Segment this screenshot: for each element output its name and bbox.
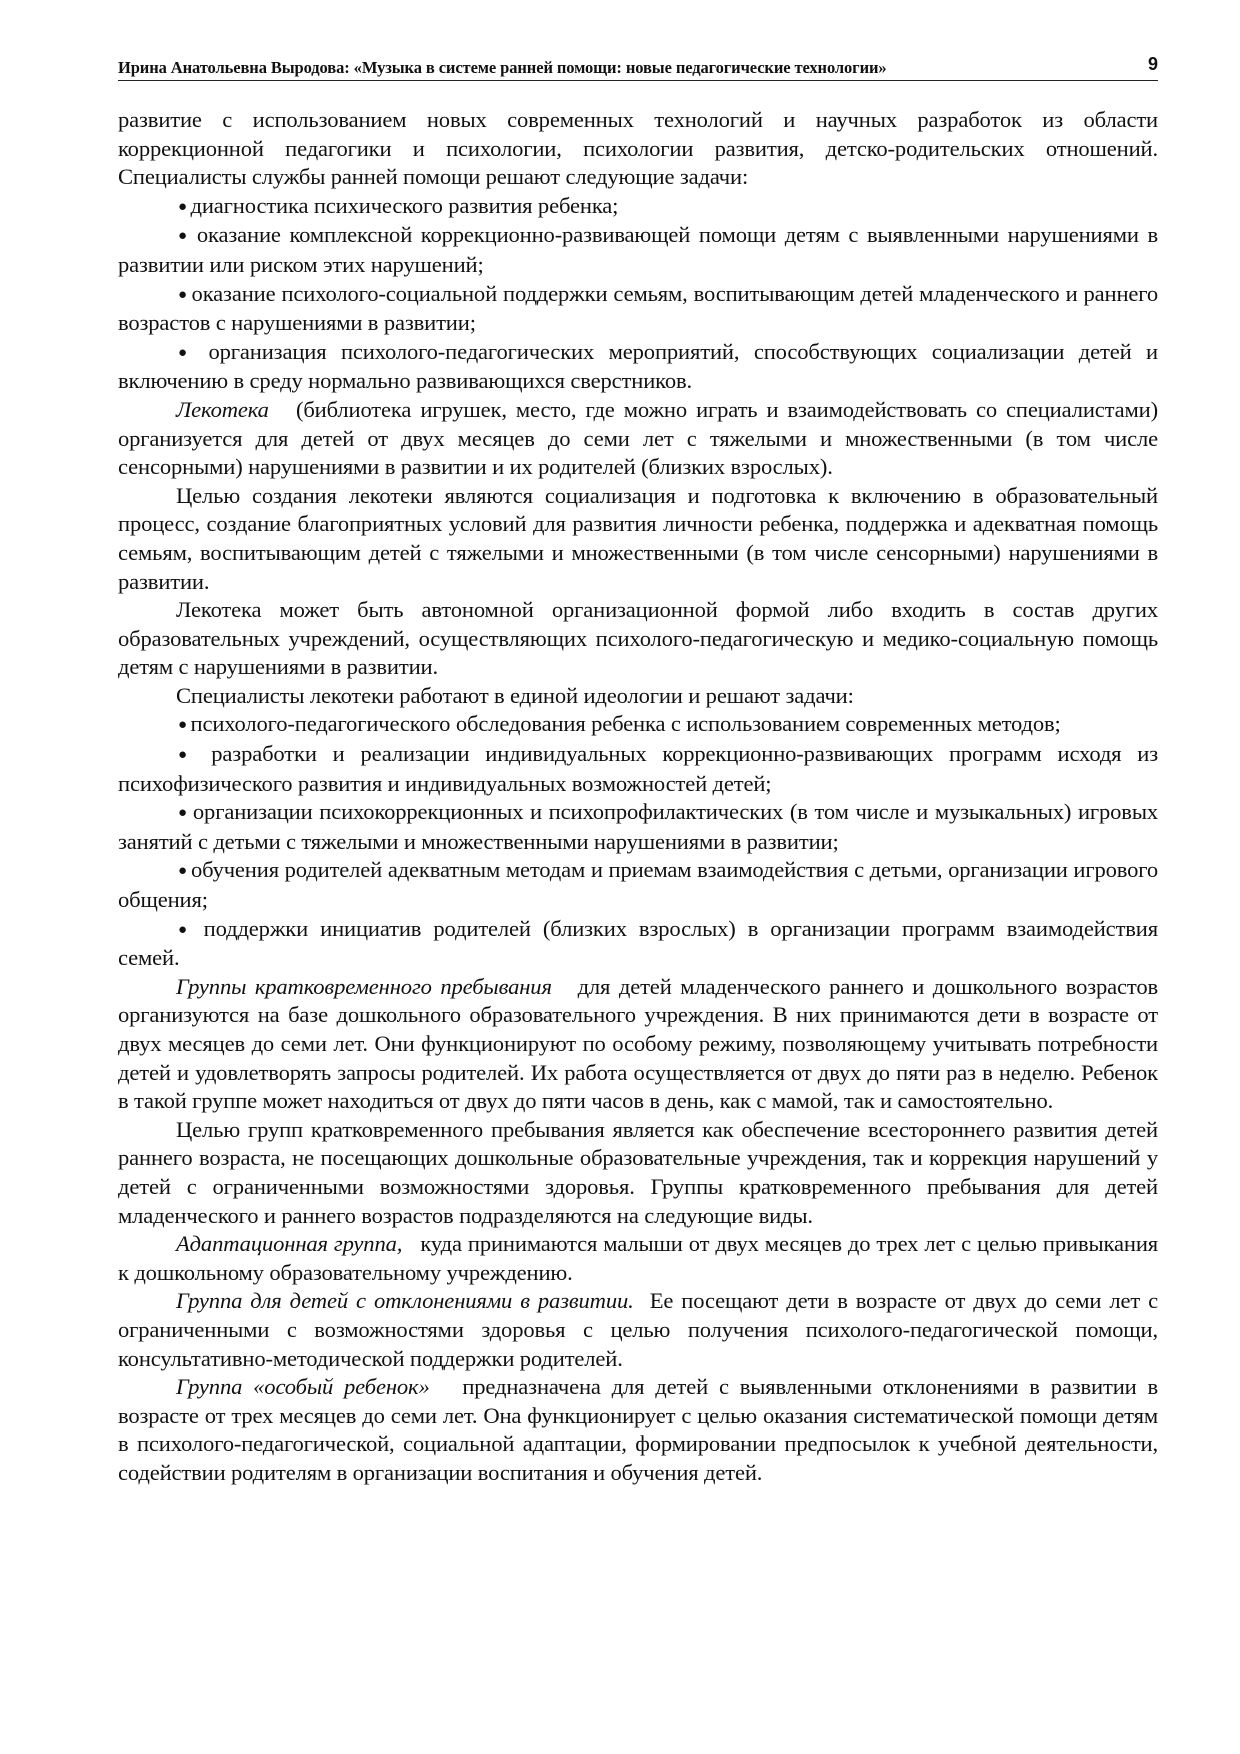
paragraph-adaptation-group (118, 1230, 1158, 1287)
lekoteka-definition: (библиотека игрушек, место, где можно играть и взаимодействовать со специалистами) организуется для детей от двух месяцев до семи лет с тяжелыми и множественными (в том числе сенсорными) нарушениями в развитии и их родителей (близких взрослых). (118, 396, 1158, 480)
special-child-group-text: предназначена для детей с выявленными отклонениями в развитии в возрасте от трех месяцев до семи лет. Она функционирует с целью оказания систематической помощи детям в психолого-педагогической, социальной адаптации, формировании предпосылок к учебной деятельности, содействии родителям в организации воспитания и обучения детей. (118, 1374, 1158, 1485)
list-item-lekoteka-task-5: ● поддержки инициатив родителей (близких взрослых) в организации программ взаимодействия семей. (118, 915, 1158, 973)
paragraph-special-child-group (118, 1373, 1158, 1487)
list-item-lekoteka-task-1: ● психолого-педагогического обследования ребенка с использованием современных методов; (118, 710, 1158, 740)
term-lekoteka: Лекотека (176, 396, 269, 422)
deviation-group-text: Ее посещают дети в возрасте от двух до семи лет с ограниченными с возможностями здоровья с целью получения психолого-педагогической помощи, консультативно-методической поддержки родителей. (118, 1288, 1158, 1371)
paragraph-short-stay-goal: Целью групп кратковременного пребывания является как обеспечение всестороннего развития детей раннего возраста, не посещающих дошкольные образовательные учреждения, так и коррекция нарушений у детей с ограниченными возможностями здоровья. Группы кратковременного пребывания для детей младенческого и раннего возрастов подразделяются на следующие виды. (118, 1116, 1158, 1228)
paragraph-lekoteka-specialists: Специалисты лекотеки работают в единой идеологии и решают задачи: (176, 682, 854, 708)
running-header (118, 56, 1158, 81)
short-stay-groups-text: для детей младенческого раннего и дошкольного возрастов организуются на базе дошкольного образовательного учреждения. В них принимаются дети в возрасте от двух месяцев до семи лет. Они функционируют по особому режиму, позволяющему учитывать потребности детей и удовлетворять запросы родителей. Их работа осуществляется от двух до пяти раз в неделю. Ребенок в такой группе может находиться от двух до пяти часов в день, как с мамой, так и самостоятельно. (118, 973, 1158, 1114)
list-item-task-3: ● оказание психолого-социальной поддержки семьям, воспитывающим детей младенческого и раннего возрастов с нарушениями в развитии; (118, 280, 1158, 338)
term-deviation-group: Группа для детей с отклонениями в развитии. (176, 1288, 634, 1314)
term-short-stay-groups: Группы кратковременного пребывания (176, 973, 552, 999)
list-item-task-2: ● оказание комплексной коррекционно-развивающей помощи детям с выявленными нарушениями в развитии или риском этих нарушений; (118, 221, 1158, 279)
term-adaptation-group: Адаптационная группа, (176, 1231, 403, 1257)
list-item-lekoteka-task-2: ● разработки и реализации индивидуальных коррекционно-развивающих программ исходя из психофизического развития и индивидуальных возможностей детей; (118, 740, 1158, 798)
paragraph-lekoteka-autonomous: Лекотека может быть автономной организационной формой либо входить в состав других образовательных учреждений, осуществляющих психолого-педагогическую и медико-социальную помощь детям с нарушениями в развитии. (118, 597, 1158, 680)
body-text (118, 106, 1158, 1488)
paragraph-lekoteka (118, 396, 1158, 482)
paragraph-continuation: развитие с использованием новых современных технологий и научных разработок из области коррекционной педагогики и психологии, психологии развития, детско-родительских отношений. Специалисты службы ранней помощи решают следующие задачи: (118, 107, 1158, 190)
term-special-child-group: Группа «особый ребенок» (176, 1374, 430, 1400)
paragraph-deviation-group (118, 1287, 1158, 1373)
list-item-task-4: ● организация психолого-педагогических мероприятий, способствующих социализации детей и включению в среду нормально развивающихся сверстников. (118, 338, 1158, 396)
list-item-task-1: ● диагностика психического развития ребенка; (118, 192, 1158, 222)
list-item-lekoteka-task-3: ● организации психокоррекционных и психопрофилактических (в том числе и музыкальных) игровых занятий с детьми с тяжелыми и множественными нарушениями в развитии; (118, 798, 1158, 856)
header-title: Ирина Анатольевна Выродова: «Музыка в системе ранней помощи: новые педагогические технологии» (118, 58, 887, 77)
paragraph-short-stay-groups (118, 973, 1158, 1116)
list-item-lekoteka-task-4: ● обучения родителей адекватным методам и приемам взаимодействия с детьми, организации игрового общения; (118, 856, 1158, 914)
page-number: 9 (1147, 54, 1158, 74)
adaptation-group-text: куда принимаются малыши от двух месяцев до трех лет с целью привыкания к дошкольному образовательному учреждению. (118, 1231, 1158, 1285)
paragraph-lekoteka-goal: Целью создания лекотеки являются социализация и подготовка к включению в образовательный процесс, создание благоприятных условий для развития личности ребенка, поддержка и адекватная помощь семьям, воспитывающим детей с тяжелыми и множественными (в том числе сенсорными) нарушениями в развитии. (118, 482, 1158, 594)
